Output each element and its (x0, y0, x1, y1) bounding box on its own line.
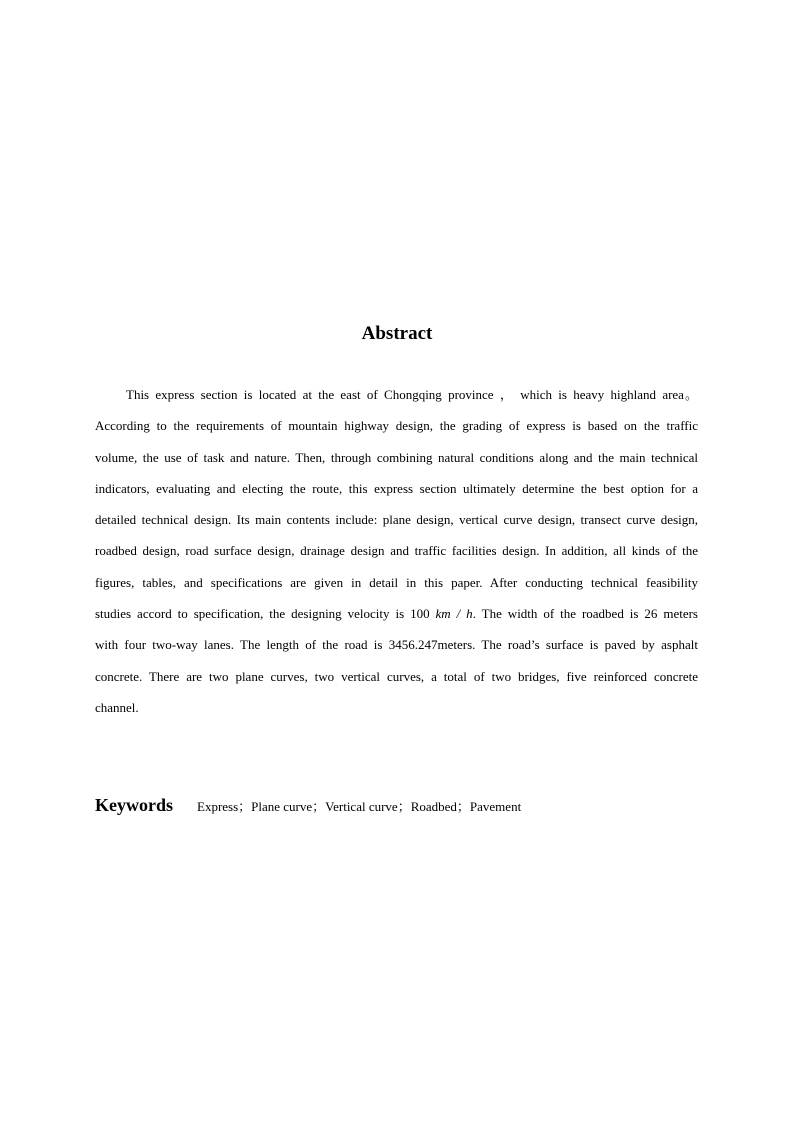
abstract-paragraph (95, 379, 698, 723)
abstract-title: Abstract (361, 323, 433, 344)
keywords-list: Express；Plane curve；Vertical curve；Roadbed；Pavement (197, 799, 522, 814)
keywords-label: Keywords (95, 795, 173, 815)
velocity-unit: km / h (435, 606, 473, 622)
keywords-section (95, 790, 698, 822)
abstract-text-part-1: This express section is located at the east of Chongqing province ， which is heavy highland area。 According to the requirements of mountain highway design, the grading of express is based on the traffic volume, the use of task and nature. Then, through combining natural conditions along and the main technical indicators, evaluating and electing the route, this express section ultimately determine the best option for a detailed technical design. Its main contents include: plane design, vertical curve design, transect curve design, roadbed design, road surface design, drainage design and traffic facilities design. In addition, all kinds of the figures, tables, and specifications are given in detail in this paper. After conducting technical feasibility studies accord to specification, the designing velocity is 100 (95, 387, 698, 622)
abstract-text-part-2: . The width of the roadbed is 26 meters with four two-way lanes. The length of the road is 3456.247meters. The road’s surface is paved by asphalt concrete. There are two plane curves, two vertical curves, a total of two bridges, five reinforced concrete channel. (95, 606, 698, 715)
